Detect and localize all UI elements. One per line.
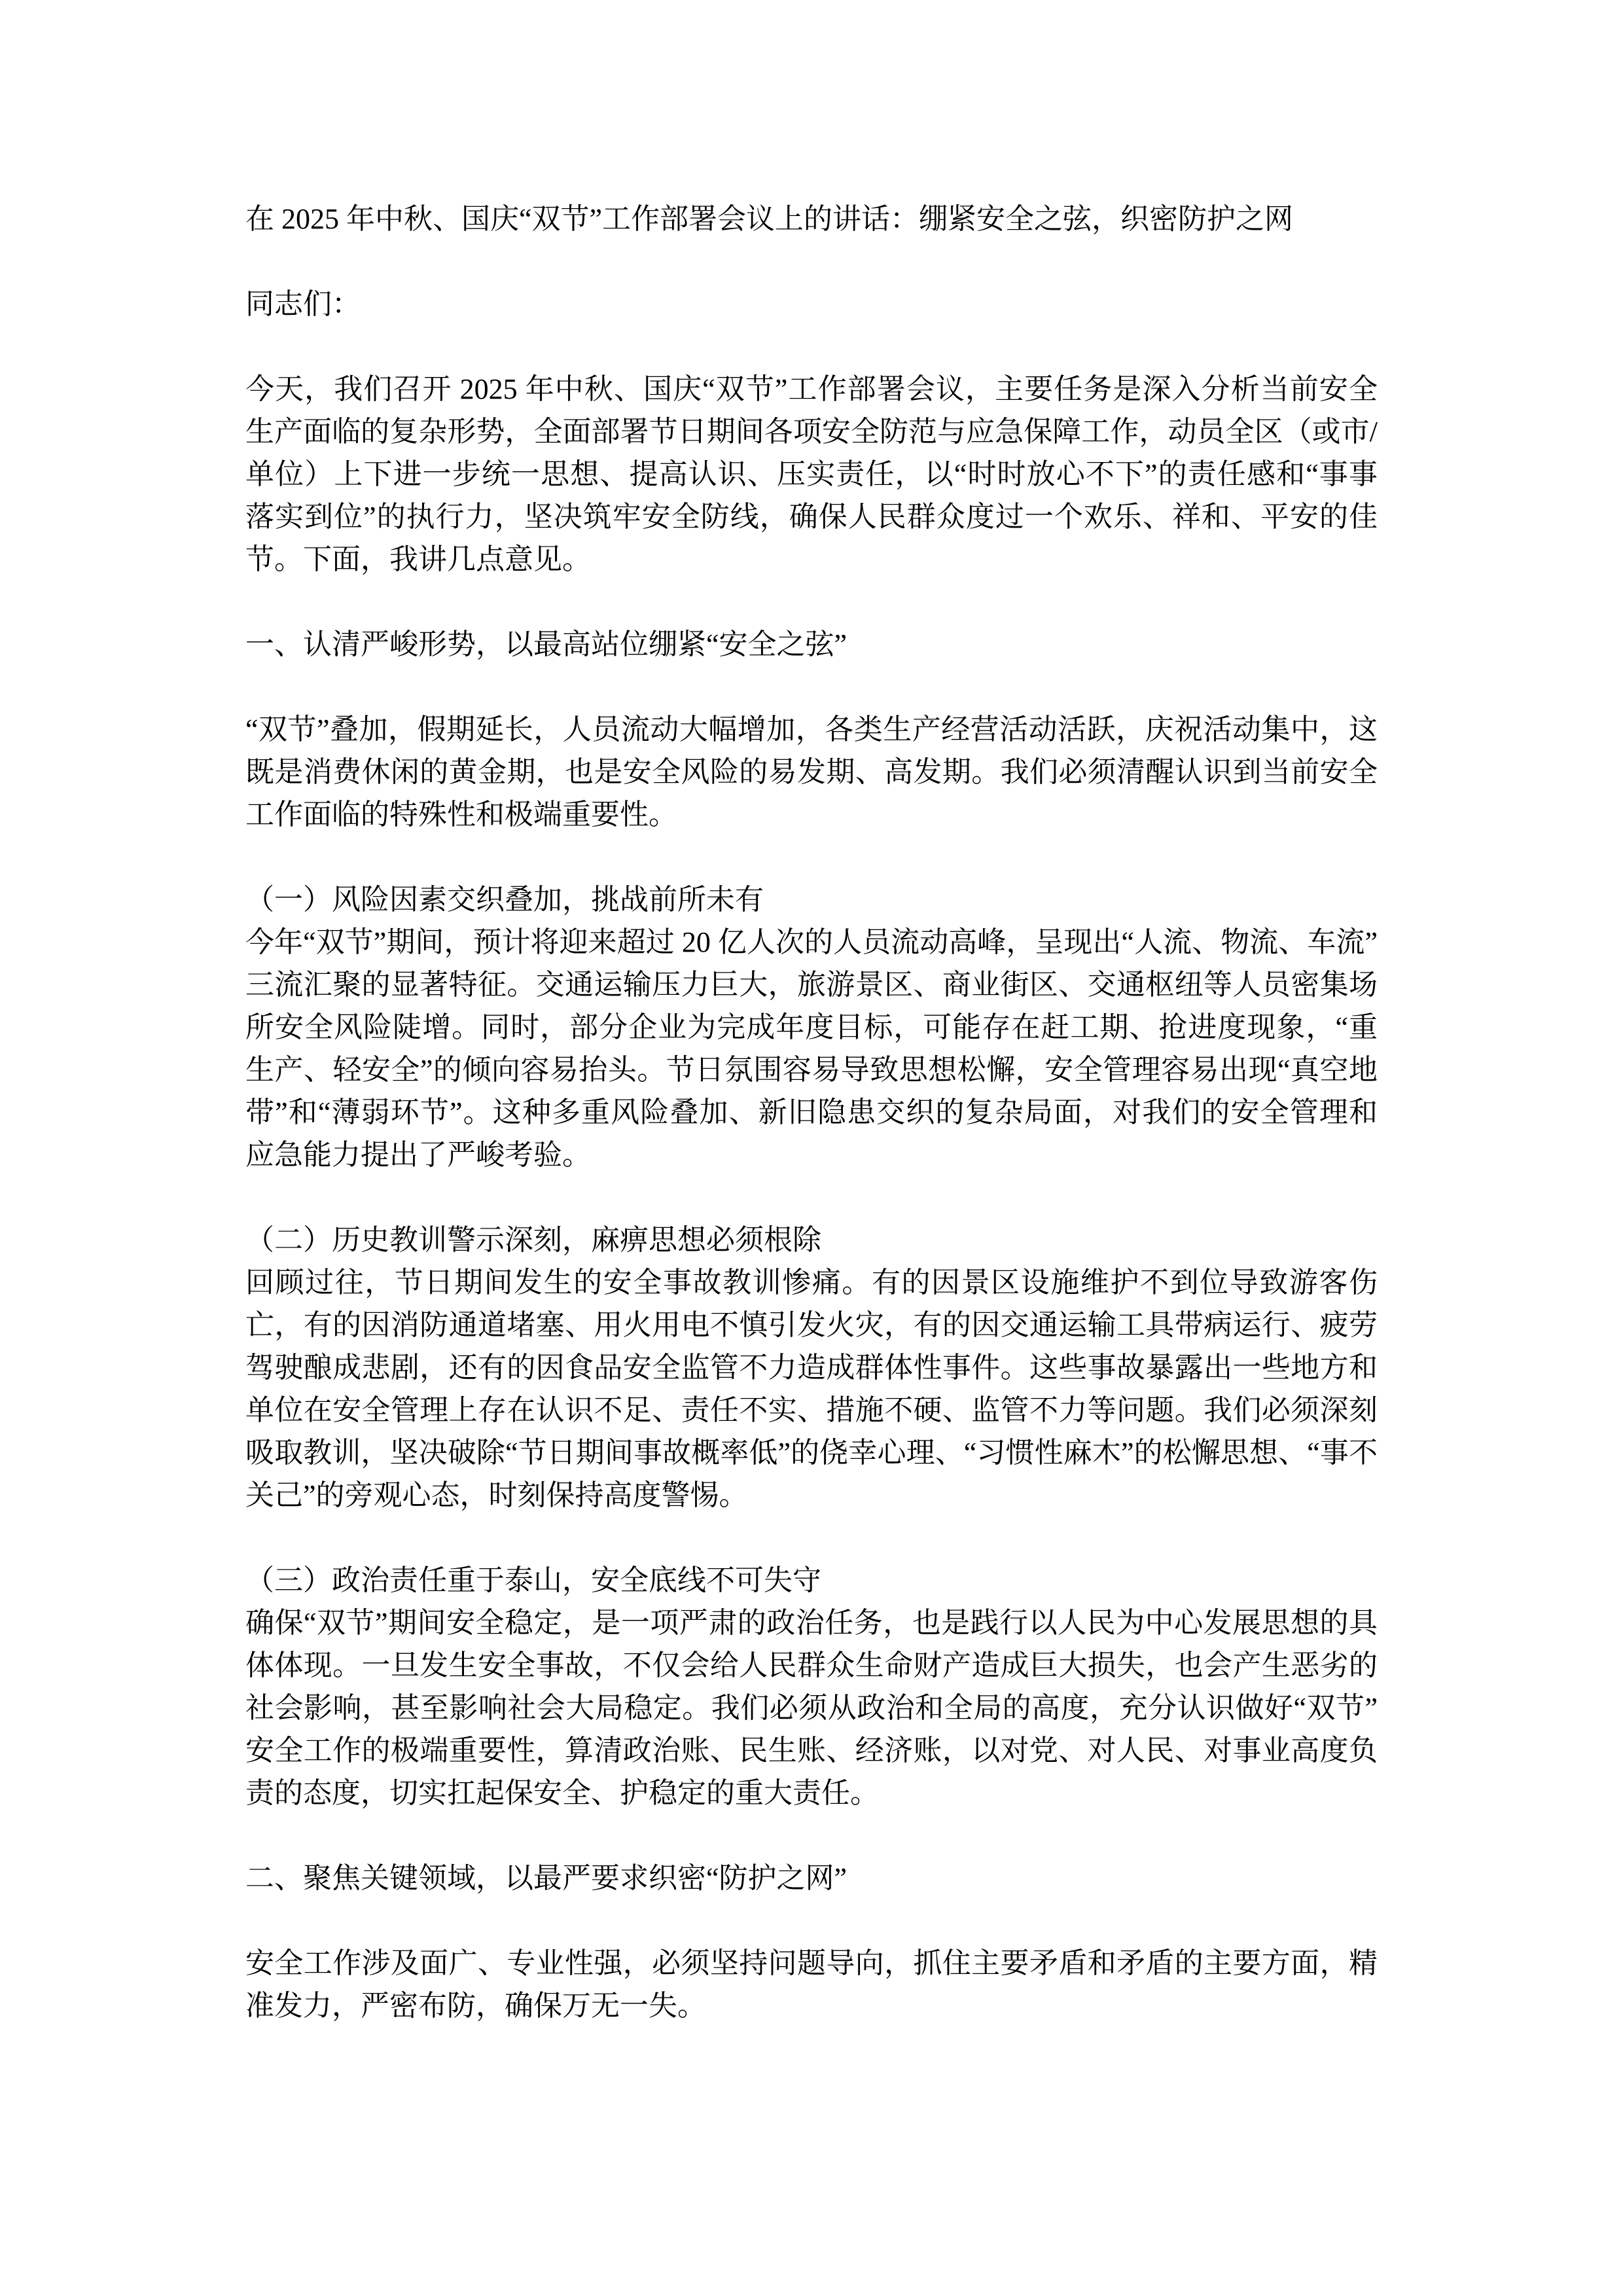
section-1-lead-paragraph: “双节”叠加，假期延长，人员流动大幅增加，各类生产经营活动活跃，庆祝活动集中，这既是消费休闲的黄金期，也是安全风险的易发期、高发期。我们必须清醒认识到当前安全工作面临的特殊性和极端重要性。 bbox=[245, 713, 1378, 831]
subsection-1-2-heading: （二）历史教训警示深刻，麻痹思想必须根除 bbox=[245, 1224, 821, 1256]
intro-paragraph: 今天，我们召开 2025 年中秋、国庆“双节”工作部署会议，主要任务是深入分析当前安全生产面临的复杂形势，全面部署节日期间各项安全防范与应急保障工作，动员全区（或市/单位）上下进一步统一思想、提高认识、压实责任，以“时时放心不下”的责任感和“事事落实到位”的执行力，坚决筑牢安全防线，确保人民群众度过一个欢乐、祥和、平安的佳节。下面，我讲几点意见。 bbox=[245, 373, 1378, 575]
subsection-1-1-body: 今年“双节”期间，预计将迎来超过 20 亿人次的人员流动高峰，呈现出“人流、物流、车流”三流汇聚的显著特征。交通运输压力巨大，旅游景区、商业街区、交通枢纽等人员密集场所安全风险陡增。同时，部分企业为完成年度目标，可能存在赶工期、抢进度现象，“重生产、轻安全”的倾向容易抬头。节日氛围容易导致思想松懈，安全管理容易出现“真空地带”和“薄弱环节”。这种多重风险叠加、新旧隐患交织的复杂局面，对我们的安全管理和应急能力提出了严峻考验。 bbox=[245, 926, 1378, 1171]
section-2-heading: 二、聚焦关键领域，以最严要求织密“防护之网” bbox=[245, 1862, 847, 1894]
subsection-1-2-body: 回顾过往，节日期间发生的安全事故教训惨痛。有的因景区设施维护不到位导致游客伤亡，有的因消防通道堵塞、用火用电不慎引发火灾，有的因交通运输工具带病运行、疲劳驾驶酿成悲剧，还有的因食品安全监管不力造成群体性事件。这些事故暴露出一些地方和单位在安全管理上存在认识不足、责任不实、措施不硬、监管不力等问题。我们必须深刻吸取教训，坚决破除“节日期间事故概率低”的侥幸心理、“习惯性麻木”的松懈思想、“事不关己”的旁观心态，时刻保持高度警惕。 bbox=[245, 1266, 1378, 1511]
section-2-lead-paragraph: 安全工作涉及面广、专业性强，必须坚持问题导向，抓住主要矛盾和矛盾的主要方面，精准发力，严密布防，确保万无一失。 bbox=[245, 1947, 1378, 2022]
subsection-1-3-heading: （三）政治责任重于泰山，安全底线不可失守 bbox=[245, 1564, 821, 1596]
subsection-1-1-heading: （一）风险因素交织叠加，挑战前所未有 bbox=[245, 884, 764, 916]
document-title: 在 2025 年中秋、国庆“双节”工作部署会议上的讲话：绷紧安全之弦，织密防护之网 bbox=[245, 203, 1294, 235]
section-1-heading: 一、认清严峻形势，以最高站位绷紧“安全之弦” bbox=[245, 628, 847, 660]
salutation: 同志们： bbox=[245, 288, 361, 320]
subsection-1-3-body: 确保“双节”期间安全稳定，是一项严肃的政治任务，也是践行以人民为中心发展思想的具体体现。一旦发生安全事故，不仅会给人民群众生命财产造成巨大损失，也会产生恶劣的社会影响，甚至影响社会大局稳定。我们必须从政治和全局的高度，充分认识做好“双节”安全工作的极端重要性，算清政治账、民生账、经济账，以对党、对人民、对事业高度负责的态度，切实扛起保安全、护稳定的重大责任。 bbox=[245, 1607, 1378, 1809]
